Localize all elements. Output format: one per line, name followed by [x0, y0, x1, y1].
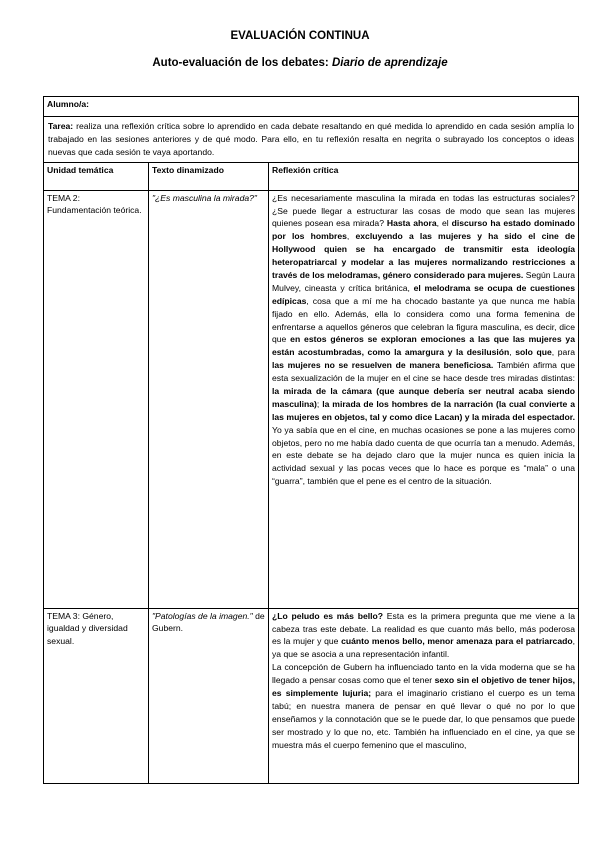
reflection-paragraph — [272, 610, 575, 662]
highlighted-concept: ¿Lo peludo es más bello? — [272, 610, 384, 621]
reflection-paragraph — [272, 192, 575, 488]
reflection-text: Yo ya sabía que en el cine, en muchas ocasiones se pone a las mujeres como objetos, pero no me había dado cuenta de que ocurría tan a menudo. Además, en este debate se ha dejado claro que la mujer nunca es quien inicia la actividad sexual y las pocas veces que lo hace es porque es “mala” o una “guarra”, también que el pene es el centro de la situación. — [272, 424, 575, 487]
highlighted-concept: Hasta ahora — [386, 218, 437, 229]
reflection-text: , cosa que a mí me ha chocado bastante ya que nunca me había fijado en ello. Además, ella lo considera como una forma femenina de enfrentarse a aquellos géneros que celebran la figura masculina, es decir, dice que — [272, 295, 575, 345]
reflection-text: , ya que se asocia a una representación infantil. — [272, 636, 576, 660]
column-header-reflection: Reflexión crítica — [269, 162, 579, 190]
text-title: "¿Es masculina la mirada?" — [152, 192, 257, 203]
student-cell — [44, 97, 579, 117]
task-cell — [44, 117, 579, 163]
reflection-text: ¿Es necesariamente masculina la mirada en todas las estructuras sociales? ¿Se puede llegar a estructurar las cosas de modo que sean las mujeres quienes posean esa mirada? — [272, 192, 575, 229]
reflection-text: ; — [316, 398, 323, 409]
task-row — [44, 117, 579, 163]
highlighted-concept: en estos géneros se exploran emociones a las que las mujeres ya están acostumbradas, como la amargura y la desilusión — [272, 334, 575, 358]
task-text: realiza una reflexión crítica sobre lo aprendido en cada debate resaltando en qué medida lo aprendido en cada sesión amplía lo trabajado en las sesiones anteriores y de qué modo. Para ello, en tu reflexión resalta en negrita o subrayado los conceptos o ideas nuevas que cada sesión te vaya aportando. — [48, 121, 574, 157]
table-row — [44, 608, 579, 783]
column-header-text: Texto dinamizado — [149, 162, 269, 190]
highlighted-concept: el melodrama se ocupa de cuestiones edípicas — [272, 282, 575, 306]
evaluation-table — [43, 96, 579, 784]
highlighted-concept: sexo sin el objetivo de tener hijos, es simplemente lujuria; — [272, 675, 575, 699]
highlighted-concept: la mirada de los hombres de la narración (la cual convierte a las mujeres en objetos, tal y como dice Lacan) y la mirada del espectador. — [272, 398, 575, 422]
reflection-cell — [269, 608, 579, 783]
subtitle-regular: Auto-evaluación de los debates: — [152, 57, 332, 69]
reflection-text: Esta es la primera pregunta que me viene a la cabeza tras este debate. La realidad es que cuanto más bello, más poderosa es la mujer y que — [272, 610, 576, 647]
page-subtitle — [0, 57, 600, 69]
highlighted-concept: la mirada de la cámara (que aunque debería ser neutral acaba siendo masculina) — [272, 386, 575, 409]
highlighted-concept: las mujeres no se resuelven de manera beneficiosa. — [272, 360, 494, 371]
subtitle-italic: Diario de aprendizaje — [331, 57, 448, 69]
reflection-text: , para — [551, 347, 575, 358]
highlighted-concept: excluyendo a las mujeres y ha sido el cine de Hollywood quien se ha encargado de transmitir esta ideología heteropatriarcal y modelar a las mujeres normalizando restricciones a través de los melodramas, género considerado para mujeres. — [272, 231, 575, 281]
highlighted-concept: cuánto menos bello, menor amenaza para el patriarcado — [341, 636, 573, 647]
header-row — [44, 162, 579, 190]
reflection-text: La concepción de Gubern ha influenciado tanto en la vida moderna que se ha llegado a pensar cosas como que el tener — [272, 662, 575, 686]
text-cell — [149, 190, 269, 608]
reflection-cell — [269, 190, 579, 608]
reflection-text: También afirma que esta sexualización de la mujer en el cine se hace desde tres miradas distintas: — [272, 360, 575, 384]
text-cell — [149, 608, 269, 783]
column-header-unit: Unidad temática — [44, 162, 149, 190]
highlighted-concept: discurso ha estado dominado por los hombres — [272, 218, 575, 242]
reflection-paragraph — [272, 661, 575, 751]
reflection-text: , — [509, 347, 516, 358]
table-row — [44, 190, 579, 608]
student-label: Alumno/a: — [47, 99, 90, 109]
unit-cell: TEMA 2: Fundamentación teórica. — [44, 190, 149, 608]
task-label: Tarea: — [48, 121, 74, 131]
text-author: de Gubern. — [152, 610, 265, 634]
highlighted-concept: solo que — [515, 347, 552, 358]
reflection-text: para el imaginario cristiano el cuerpo es un tema tabú; en nuestra manera de pensar en qué llevar o qué no por lo que enseñamos y la connotación que se le puede dar, lo que pensamos que puede ser mostrado y lo que no, etc. También ha influenciado en el cine, ya que se muestra más el cuerpo femenino que el masculino, — [272, 688, 575, 750]
reflection-text: , el — [436, 218, 452, 229]
student-row — [44, 97, 579, 117]
reflection-text: , — [346, 231, 356, 242]
page-title: EVALUACIÓN CONTINUA — [230, 30, 370, 42]
unit-cell: TEMA 3: Género, igualdad y diversidad sexual. — [44, 608, 149, 783]
reflection-text: Según Laura Mulvey, cineasta y crítica británica, — [272, 270, 575, 293]
text-title: "Patologías de la imagen." — [152, 610, 253, 621]
